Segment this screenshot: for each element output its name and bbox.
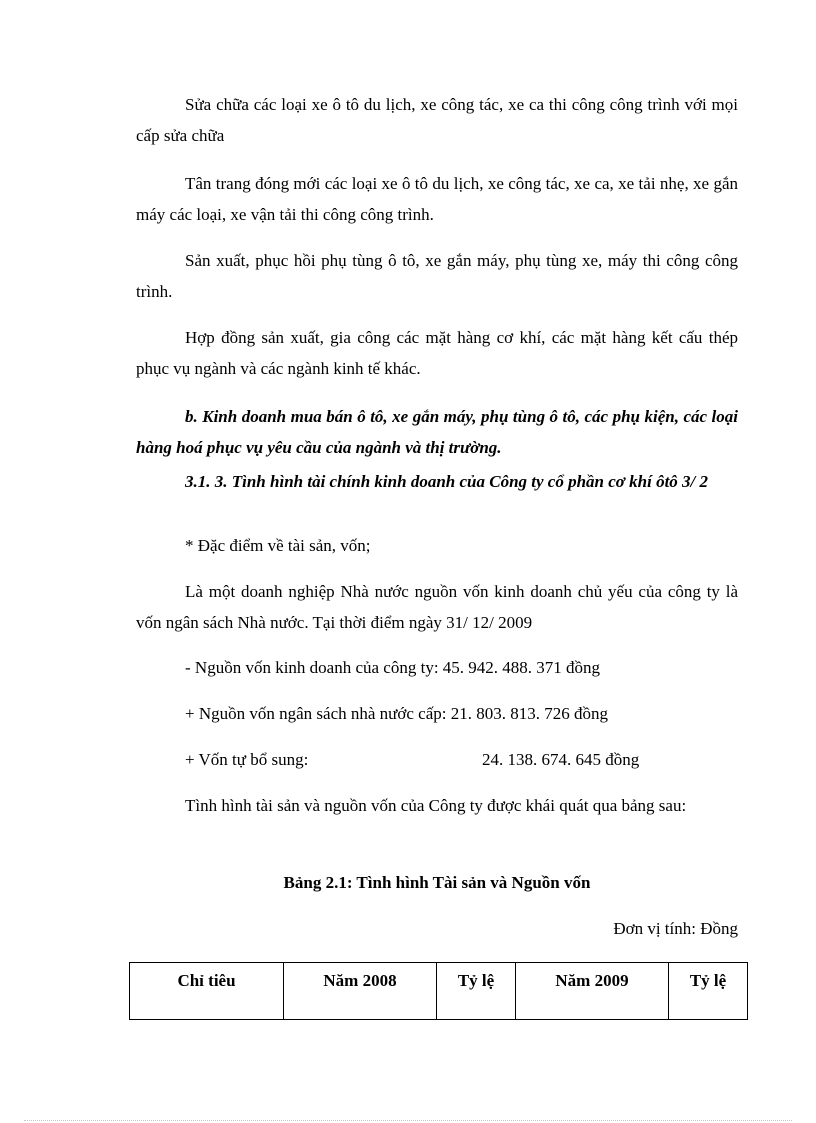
header-indicator: Chỉ tiêu [130, 963, 284, 1020]
table-title: Bảng 2.1: Tình hình Tài sản và Nguồn vốn [283, 873, 591, 892]
header-ratio-2008: Tỷ lệ [437, 963, 516, 1020]
heading-assets-capital: * Đặc điểm về tài sản, vốn; [185, 536, 371, 555]
paragraph-parts-production: Sản xuất, phục hồi phụ tùng ô tô, xe gắn máy, phụ tùng xe, máy thi công công trình. [136, 251, 738, 301]
line-self-supplemented-label: + Vốn tự bổ sung: [185, 750, 309, 769]
header-ratio-2009: Tỷ lệ [669, 963, 748, 1020]
paragraph-table-intro: Tình hình tài sản và nguồn vốn của Công ty được khái quát qua bảng sau: [185, 796, 687, 815]
table-unit: Đơn vị tính: Đồng [613, 919, 738, 938]
line-self-supplemented-value: 24. 138. 674. 645 đồng [482, 750, 640, 769]
heading-trading-business: b. Kinh doanh mua bán ô tô, xe gắn máy, phụ tùng ô tô, các phụ kiện, các loại hàng hoá phục vụ yêu cầu của ngành và thị trường. [136, 407, 738, 457]
table-header-row [130, 963, 748, 1020]
heading-financial-situation: 3.1. 3. Tình hình tài chính kinh doanh của Công ty cổ phần cơ khí ôtô 3/ 2 [185, 472, 709, 491]
line-business-capital: - Nguồn vốn kinh doanh của công ty: 45. 942. 488. 371 đồng [185, 658, 601, 677]
page-bottom-divider [24, 1120, 792, 1121]
assets-capital-table [129, 962, 748, 1020]
paragraph-contract-manufacturing: Hợp đồng sản xuất, gia công các mặt hàng cơ khí, các mặt hàng kết cấu thép phục vụ ngành và các ngành kinh tế khác. [136, 328, 738, 378]
header-year-2008: Năm 2008 [284, 963, 437, 1020]
paragraph-capital-source: Là một doanh nghiệp Nhà nước nguồn vốn kinh doanh chủ yếu của công ty là vốn ngân sách Nhà nước. Tại thời điểm ngày 31/ 12/ 2009 [136, 582, 738, 632]
paragraph-repair-services: Sửa chữa các loại xe ô tô du lịch, xe công tác, xe ca thi công công trình với mọi cấp sửa chữa [136, 95, 738, 145]
header-year-2009: Năm 2009 [516, 963, 669, 1020]
line-state-budget-capital: + Nguồn vốn ngân sách nhà nước cấp: 21. 803. 813. 726 đồng [185, 704, 608, 723]
paragraph-refurbish-services: Tân trang đóng mới các loại xe ô tô du lịch, xe công tác, xe ca, xe tải nhẹ, xe gắn máy các loại, xe vận tải thi công công trình. [136, 174, 738, 224]
